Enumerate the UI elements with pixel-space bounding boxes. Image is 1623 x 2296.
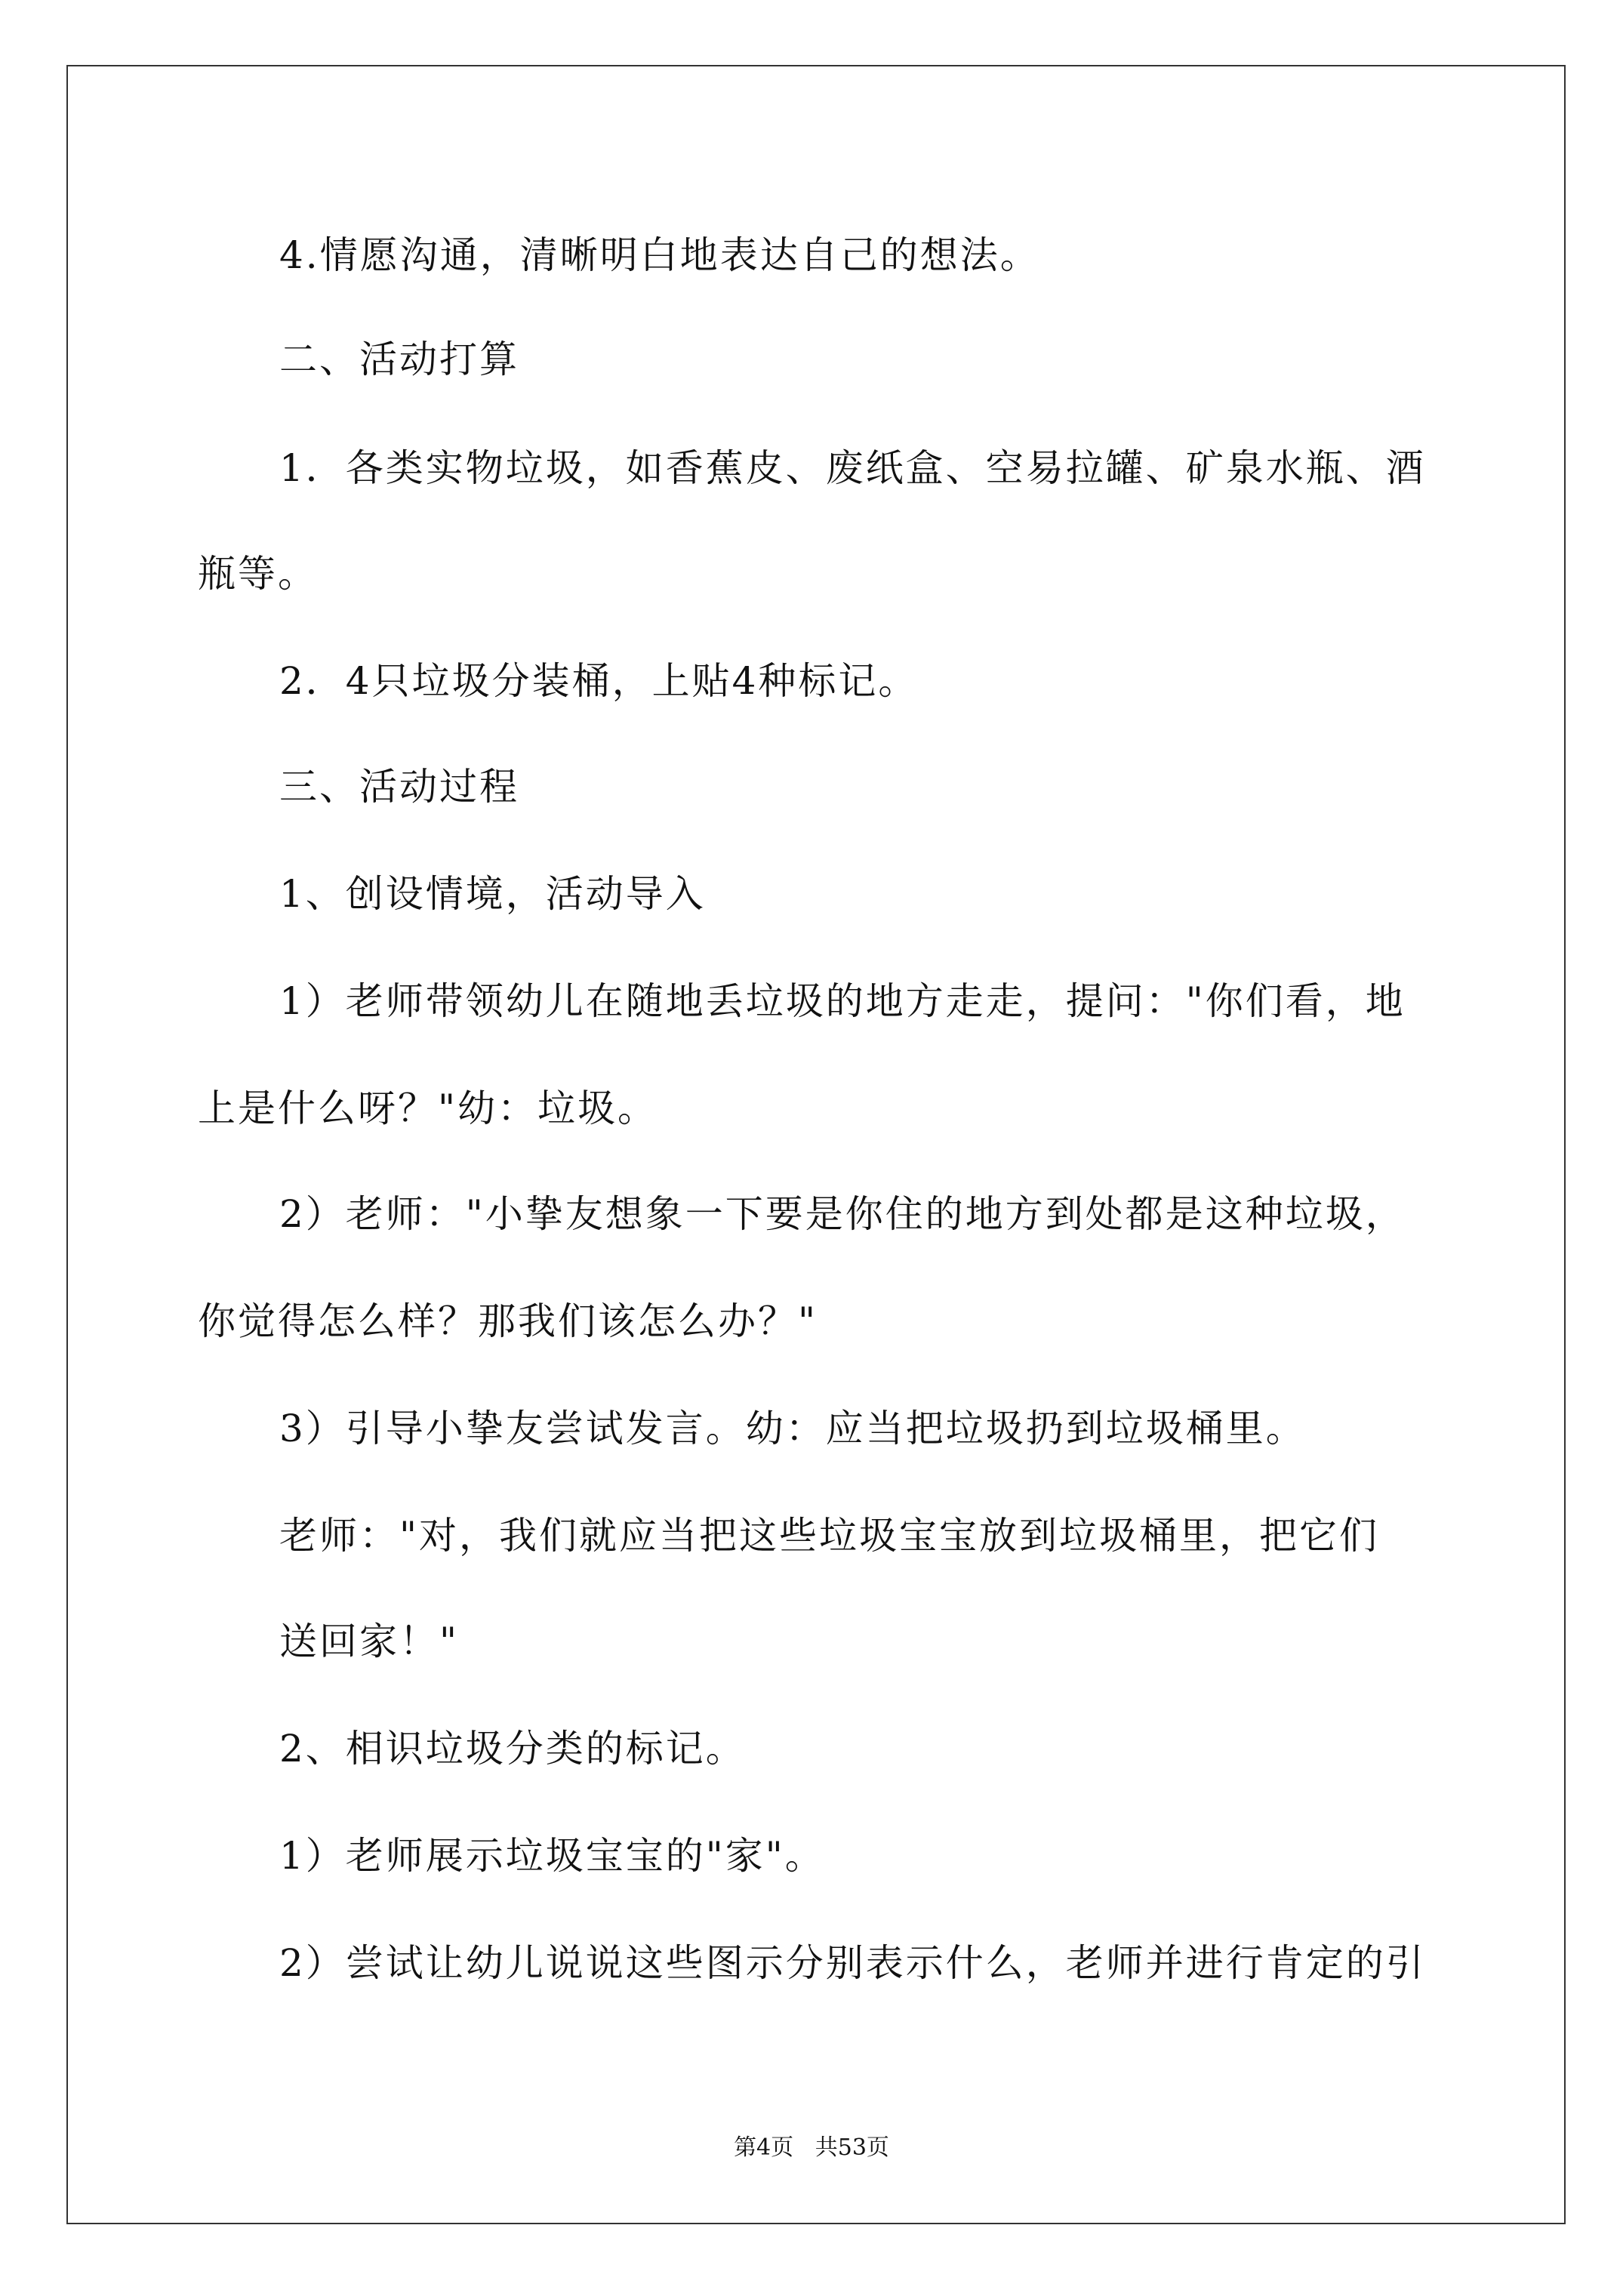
paragraph-line: 瓶等。 bbox=[198, 552, 318, 596]
page-frame bbox=[66, 65, 1566, 2224]
paragraph-line: 1）老师带领幼儿在随地丢垃圾的地方走走，提问："你们看，地 bbox=[279, 979, 1406, 1023]
paragraph-line: 2．4只垃圾分装桶，上贴4种标记。 bbox=[279, 659, 919, 703]
page-footer: 第4页 共53页 bbox=[734, 2134, 889, 2161]
paragraph-line: 3）引导小挚友尝试发言。幼：应当把垃圾扔到垃圾桶里。 bbox=[279, 1407, 1306, 1450]
paragraph-line: 送回家！" bbox=[279, 1620, 459, 1663]
subsection-heading: 2、相识垃圾分类的标记。 bbox=[279, 1727, 746, 1771]
paragraph-line: 老师："对，我们就应当把这些垃圾宝宝放到垃圾桶里，把它们 bbox=[279, 1514, 1379, 1558]
paragraph-line: 上是什么呀？"幼：垃圾。 bbox=[198, 1086, 658, 1130]
section-heading: 三、活动过程 bbox=[279, 765, 519, 809]
paragraph-line: 1．各类实物垃圾，如香蕉皮、废纸盒、空易拉罐、矿泉水瓶、酒 bbox=[279, 446, 1426, 490]
paragraph-line: 1）老师展示垃圾宝宝的"家"。 bbox=[279, 1834, 825, 1878]
section-heading: 二、活动打算 bbox=[279, 337, 519, 381]
paragraph-line: 2）尝试让幼儿说说这些图示分别表示什么，老师并进行肯定的引 bbox=[279, 1941, 1426, 1985]
paragraph-line: 你觉得怎么样？那我们该怎么办？" bbox=[198, 1299, 818, 1343]
paragraph-line: 2）老师："小挚友想象一下要是你住的地方到处都是这种垃圾， bbox=[279, 1192, 1406, 1236]
subsection-heading: 1、创设情境，活动导入 bbox=[279, 872, 706, 916]
paragraph-line: 4.情愿沟通，清晰明白地表达自己的想法。 bbox=[279, 233, 1040, 277]
